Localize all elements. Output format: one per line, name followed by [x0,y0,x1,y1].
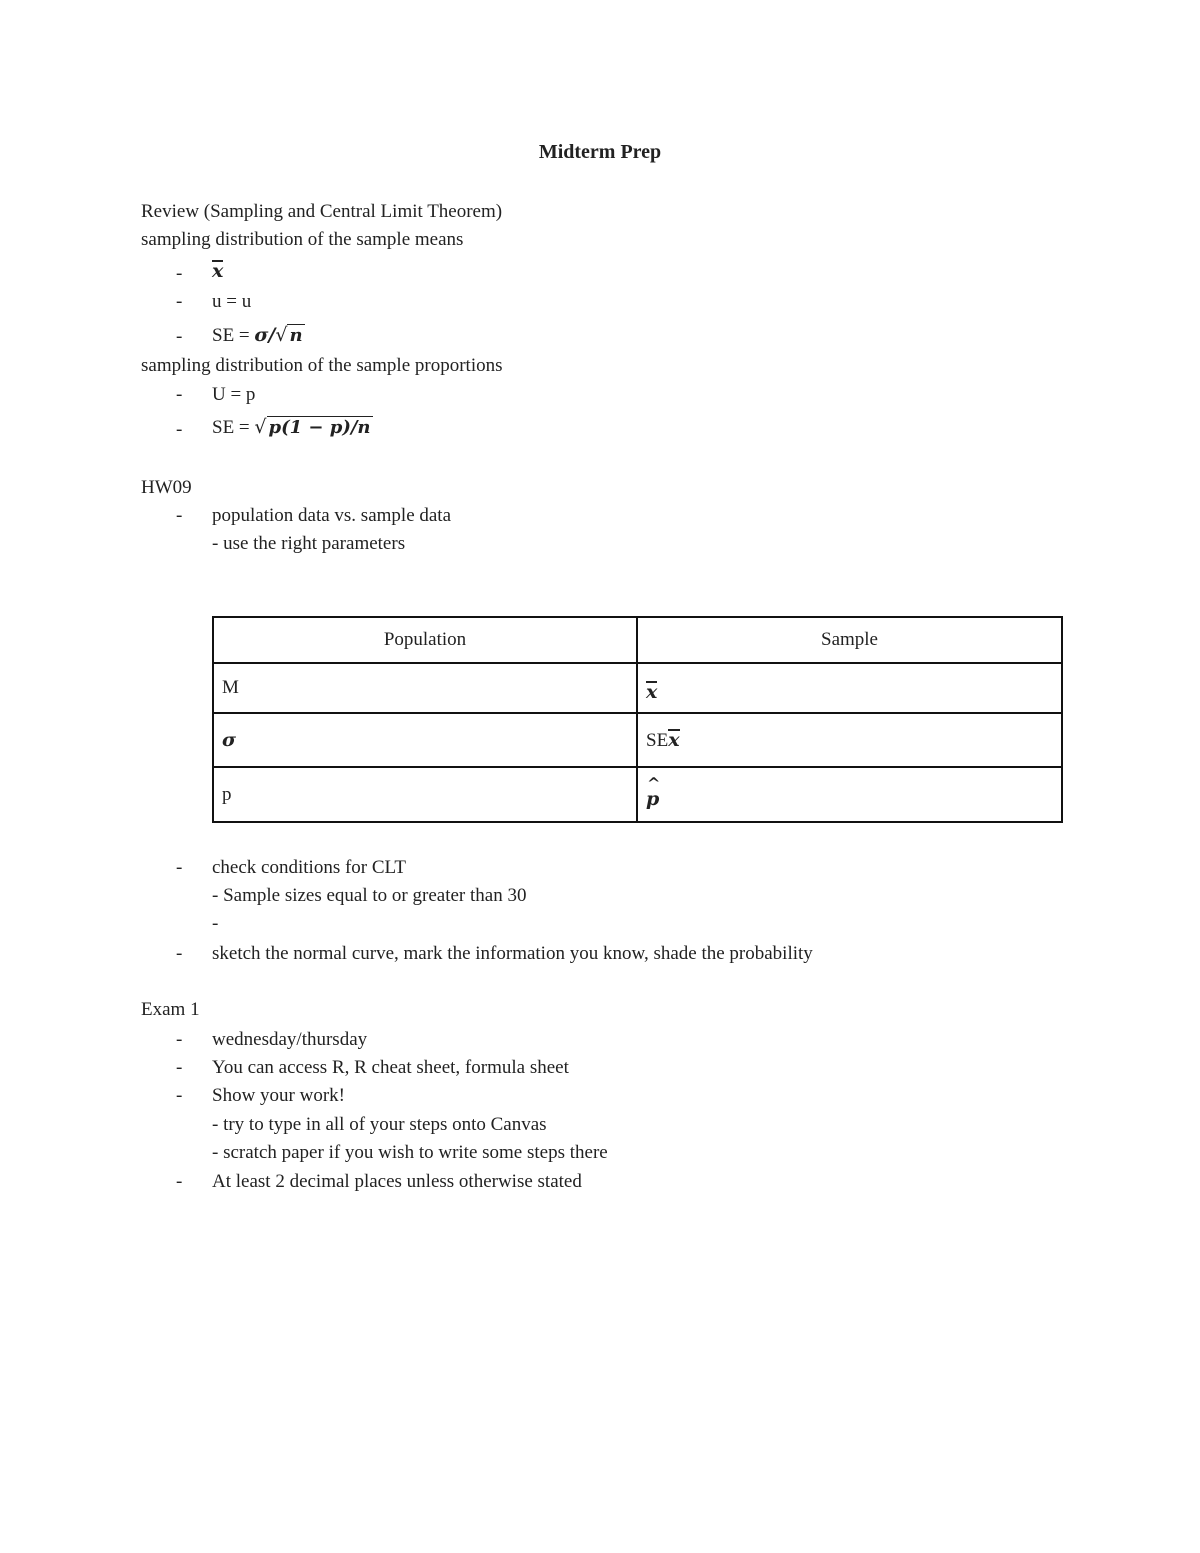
xbar-math: x [668,728,680,751]
sigma-symbol: σ [222,728,237,751]
hw09-item-empty: - [212,913,219,934]
exam-heading: Exam 1 [141,999,200,1020]
bullet-dash: - [176,419,183,440]
table-row [213,713,1062,767]
mean-equals: u = u [212,291,252,312]
population-sample-table [212,616,1063,823]
proportions-heading: sampling distribution of the sample proportions [141,355,503,376]
bullet-dash: - [176,857,183,878]
cell-sample-se [637,713,1062,767]
table-row [213,663,1062,713]
bullet-dash: - [176,1029,183,1050]
xbar-math: x [212,260,224,282]
table-header-row [213,617,1062,663]
sqrt-prop-body: p(1 − p)/n [268,417,371,438]
hw09-heading: HW09 [141,477,192,498]
se-prefix: SE = [212,417,255,438]
hw09-item-parameters: - use the right parameters [212,533,406,554]
bullet-dash: - [176,263,183,284]
p-symbol: p [646,788,660,810]
bullet-dash: - [176,943,183,964]
review-heading: Review (Sampling and Central Limit Theorem) [141,201,503,222]
header-sample: Sample [637,617,1062,663]
se-means-formula [212,323,305,348]
page-title: Midterm Prep [538,141,662,163]
se-prop-formula [212,415,373,440]
exam-item-canvas: - try to type in all of your steps onto Canvas [212,1114,547,1135]
header-population: Population [213,617,637,663]
hw09-item-sample-size: - Sample sizes equal to or greater than 30 [212,885,527,906]
table-row [213,767,1062,822]
bullet-dash: - [176,384,183,405]
exam-item-decimals: At least 2 decimal places unless otherwise stated [212,1171,582,1192]
bullet-dash: - [176,326,183,347]
means-heading: sampling distribution of the sample means [141,229,464,250]
cell-population-sigma [213,713,637,767]
se-label: SE [646,729,669,751]
bullet-dash: - [176,291,183,312]
bullet-dash: - [176,1171,183,1192]
cell-sample-phat [637,767,1062,822]
bullet-dash: - [176,1057,183,1078]
cell-population-mean: M [213,663,637,713]
cell-sample-mean [637,663,1062,713]
hw09-item-population-vs-sample: population data vs. sample data [212,505,452,526]
hw09-item-clt-conditions: check conditions for CLT [212,857,407,878]
sqrt-prop: √ p(1 − p)/n [254,416,371,438]
prop-mean: U = p [212,384,256,405]
exam-item-resources: You can access R, R cheat sheet, formula sheet [212,1057,569,1078]
hw09-item-normal-curve: sketch the normal curve, mark the information you know, shade the probability [212,943,813,964]
xbar-symbol [212,260,223,284]
hat-symbol: ^ [647,774,661,793]
sqrt-n: √ n [275,324,303,346]
xbar-math: x [646,680,658,703]
bullet-dash: - [176,505,183,526]
se-prefix: SE = [212,325,255,346]
sigma-over: σ/ [254,324,276,346]
exam-item-scratch: - scratch paper if you wish to write some steps there [212,1142,608,1163]
sqrt-n-body: n [289,325,303,346]
exam-item-days: wednesday/thursday [212,1029,368,1050]
bullet-dash: - [176,1085,183,1106]
phat-math [646,774,661,810]
cell-population-p: p [213,767,637,822]
exam-item-show-work: Show your work! [212,1085,345,1106]
